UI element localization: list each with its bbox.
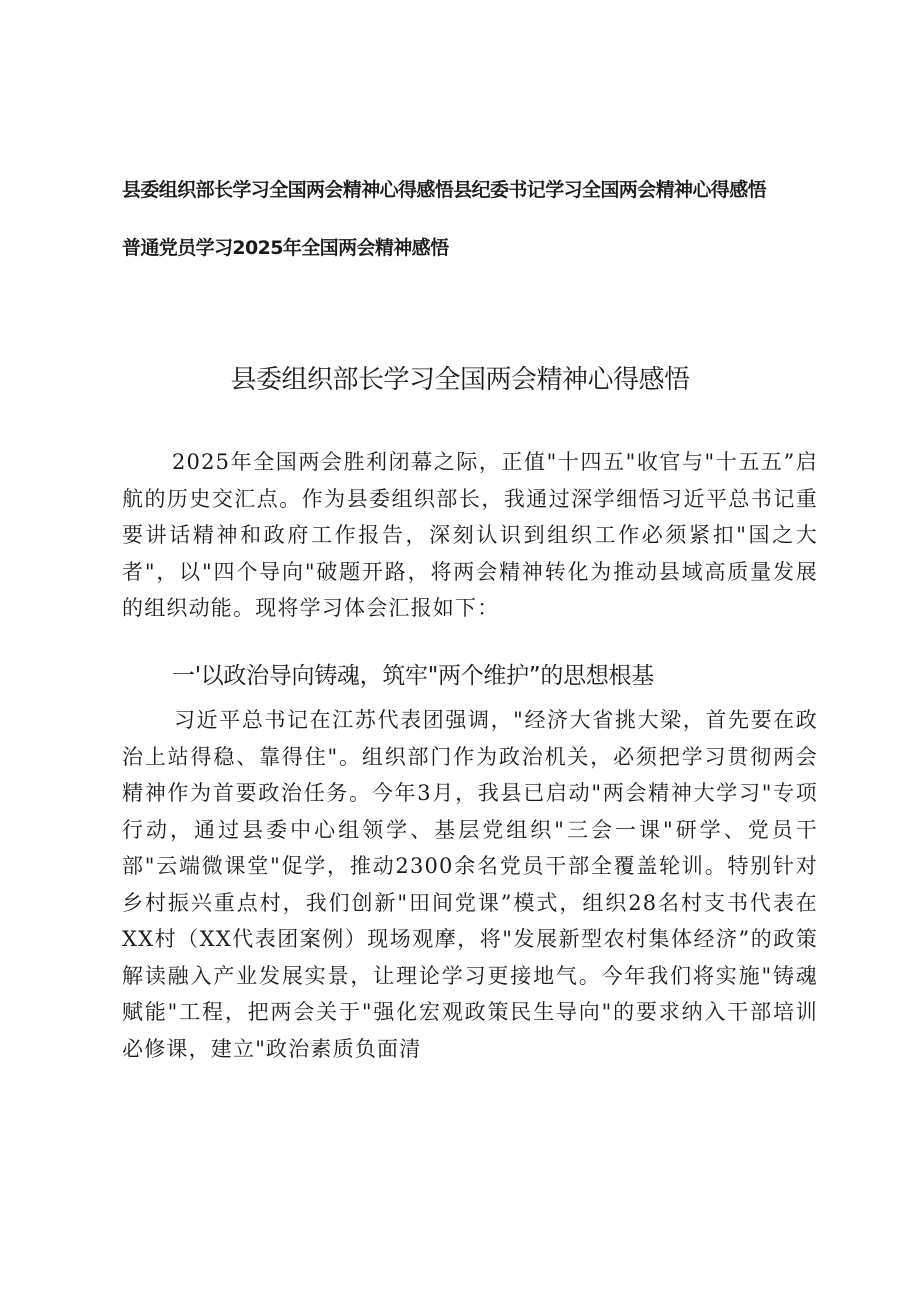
contents-line-1: 县委组织部长学习全国两会精神心得感悟县纪委书记学习全国两会精神心得感悟 — [122, 179, 767, 201]
section-1-paragraph: 习近平总书记在江苏代表团强调，"经济大省挑大梁，首先要在政治上站得稳、靠得住"。组织部门作为政治机关，必须把学习贯彻两会精神作为首要政治任务。今年3月，我县已启动"两会精神大学习"专项行动，通过县委中心组领学、基层党组织"三会一课"研学、党员干部"云端微课堂"促学，推动2300余名党员干部全覆盖轮训。特别针对乡村振兴重点村，我们创新"田间党课”模式，组织28名村支书代表在XX村（XX代表团案例）现场观摩，将"发展新型农村集体经济”的政策解读融入产业发展实景，让理论学习更接地气。今年我们将实施"铸魂赋能"工程，把两会关于"强化宏观政策民生导向"的要求纳入干部培训必修课，建立"政治素质负面清 — [122, 708, 818, 1061]
contents-line-2: 普通党员学习2025年全国两会精神感悟 — [122, 237, 449, 259]
section-1-heading: 一'以政治导向铸魂，筑牢"两个维护”的思想根基 — [172, 663, 654, 689]
intro-paragraph: 2025年全国两会胜利闭幕之际，正值"十四五"收官与"十五五”启航的历史交汇点。作为县委组织部长，我通过深学细悟习近平总书记重要讲话精神和政府工作报告，深刻认识到组织工作必须紧扣"国之大者"，以"四个导向"破题开路，将两会精神转化为推动县域高质量发展的组织动能。现将学习体会汇报如下： — [122, 450, 818, 620]
article-title: 县委组织部长学习全国两会精神心得感悟 — [230, 365, 690, 395]
